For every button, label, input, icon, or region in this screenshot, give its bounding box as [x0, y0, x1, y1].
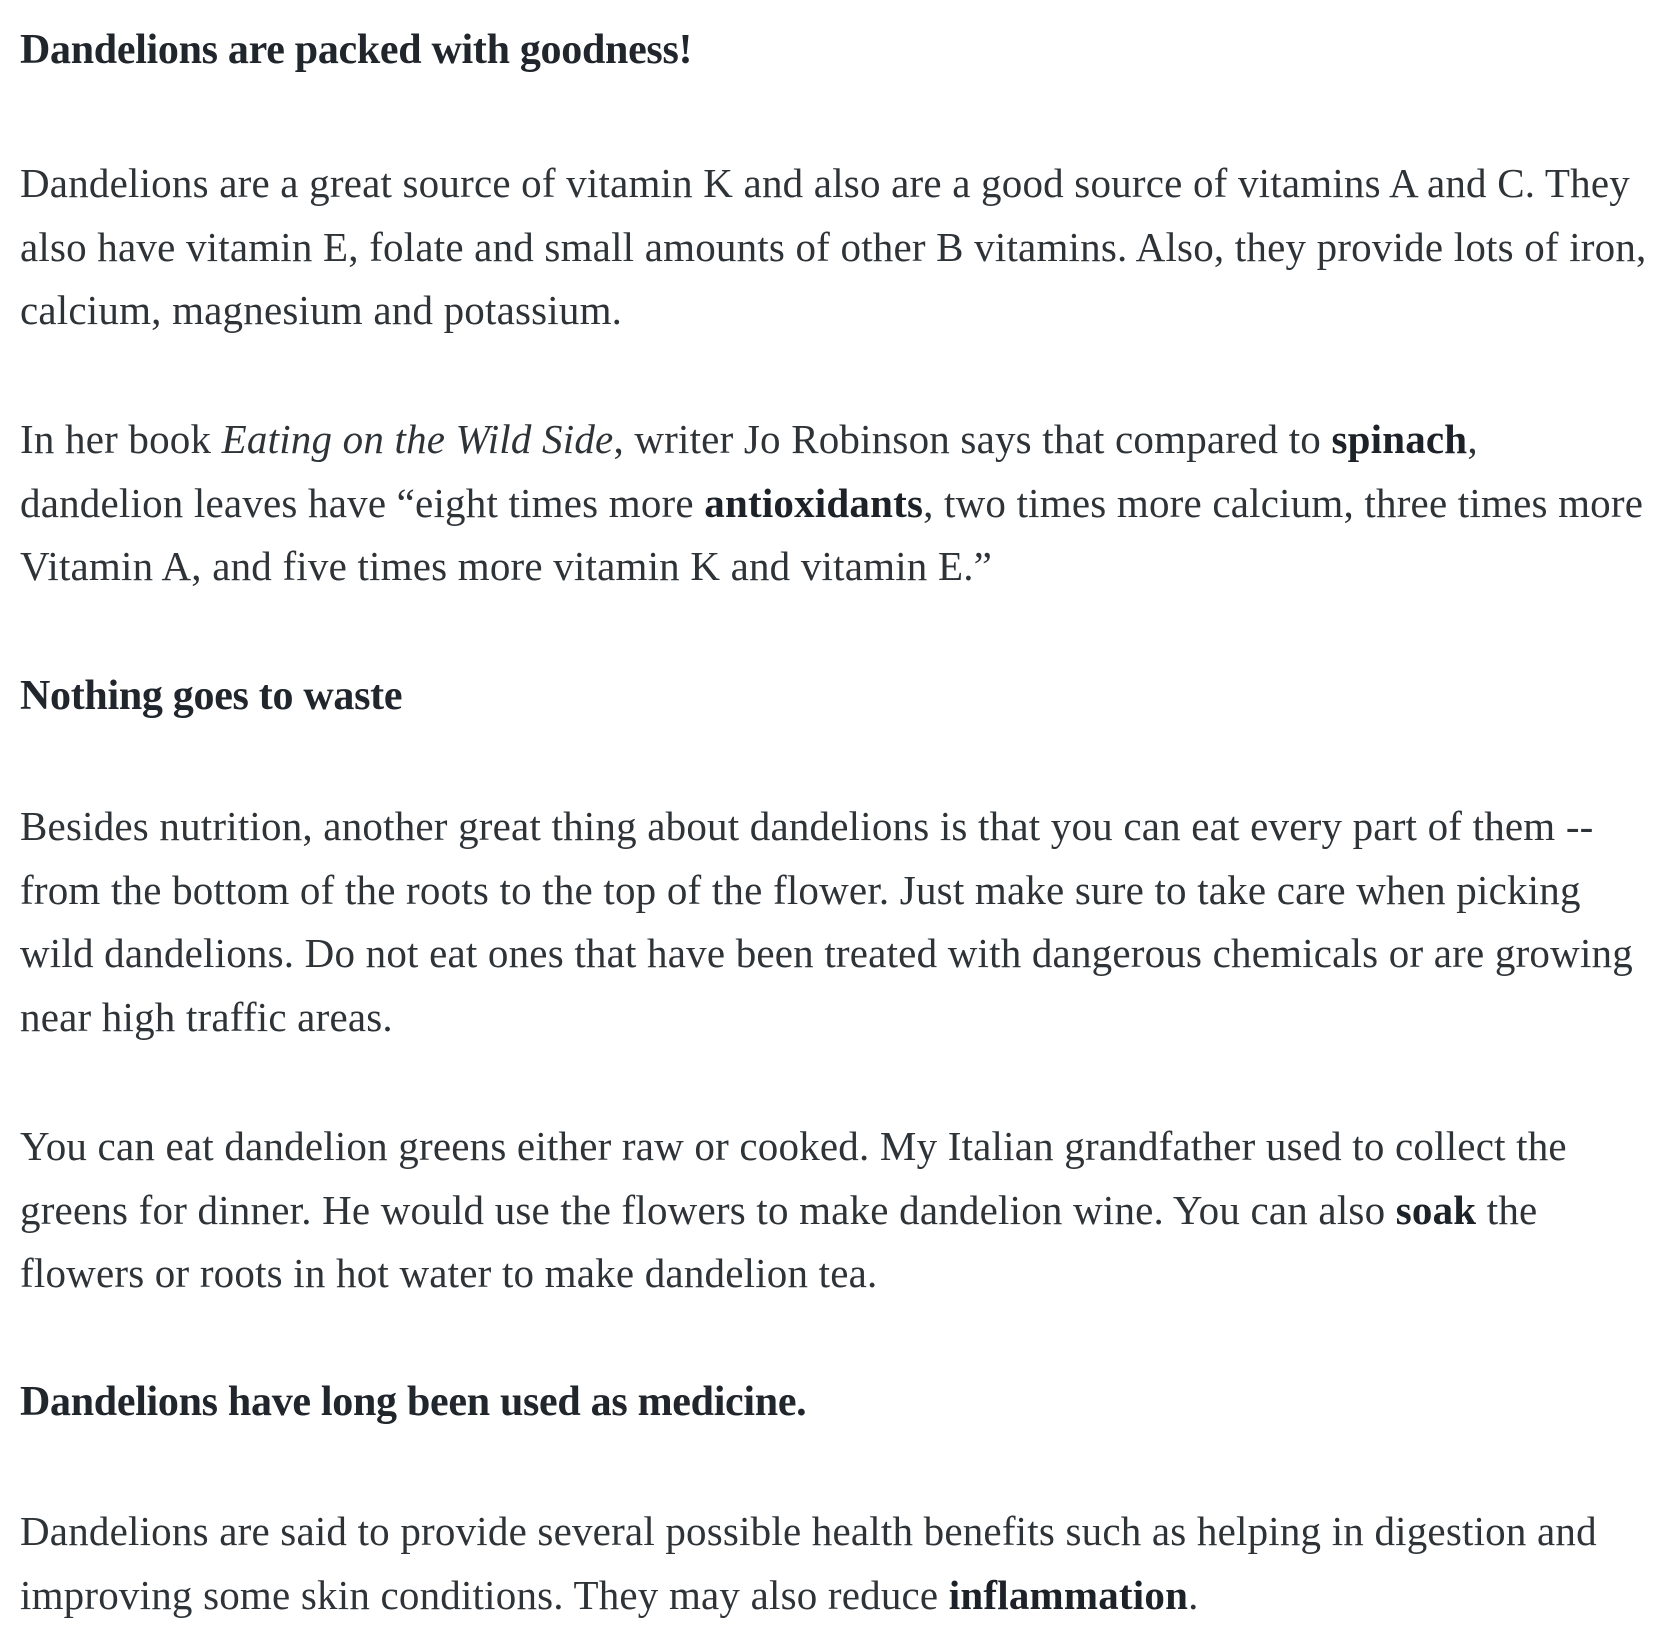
vocab-link-antioxidants[interactable]: antioxidants — [704, 479, 924, 526]
paragraph-raw-or-cooked — [20, 1115, 1650, 1306]
paragraph-health-benefits — [20, 1500, 1650, 1627]
heading-nothing-goes-to-waste: Nothing goes to waste — [20, 673, 403, 719]
text-segment: , dandelion leaves have “eight times more — [20, 416, 1478, 526]
text-segment: , two times more calcium, three times more Vitamin A, and five times more vitamin K and vitamin E.” — [20, 479, 1644, 589]
vocab-link-soak[interactable]: soak — [1395, 1186, 1477, 1233]
text-segment: In her book — [20, 416, 222, 462]
text-segment: . — [1188, 1571, 1199, 1618]
heading-used-as-medicine: Dandelions have long been used as medicine. — [20, 1379, 807, 1425]
paragraph-book-quote — [20, 408, 1650, 599]
paragraph-vitamins: Dandelions are a great source of vitamin K and also are a good source of vitamins A and C. They also have vitamin E, folate and small amounts of other B vitamins. Also, they provide lots of iron, calcium, magnesium and potassium. — [20, 160, 1647, 333]
book-title: Eating on the Wild Side — [221, 416, 614, 462]
text-segment: You can eat dandelion greens either raw or cooked. My Italian grandfather used to collect the greens for dinner. He would use the flowers to make dandelion wine. You can also — [20, 1123, 1567, 1233]
vocab-link-inflammation[interactable]: inflammation — [948, 1571, 1189, 1618]
heading-packed-with-goodness: Dandelions are packed with goodness! — [20, 27, 693, 73]
paragraph-eat-every-part: Besides nutrition, another great thing about dandelions is that you can eat every part of them -- from the bottom of the roots to the top of the flower. Just make sure to take care when picking wild dandelions. Do not eat ones that have been treated with dangerous chemicals or are growing near high traffic areas. — [20, 803, 1633, 1040]
text-segment: Dandelions are said to provide several possible health benefits such as helping in digestion and improving some skin conditions. They may also reduce — [20, 1508, 1597, 1618]
text-segment: , writer Jo Robinson says that compared to — [613, 416, 1332, 462]
vocab-link-spinach[interactable]: spinach — [1331, 416, 1468, 462]
text-segment: the flowers or roots in hot water to make dandelion tea. — [20, 1186, 1538, 1296]
